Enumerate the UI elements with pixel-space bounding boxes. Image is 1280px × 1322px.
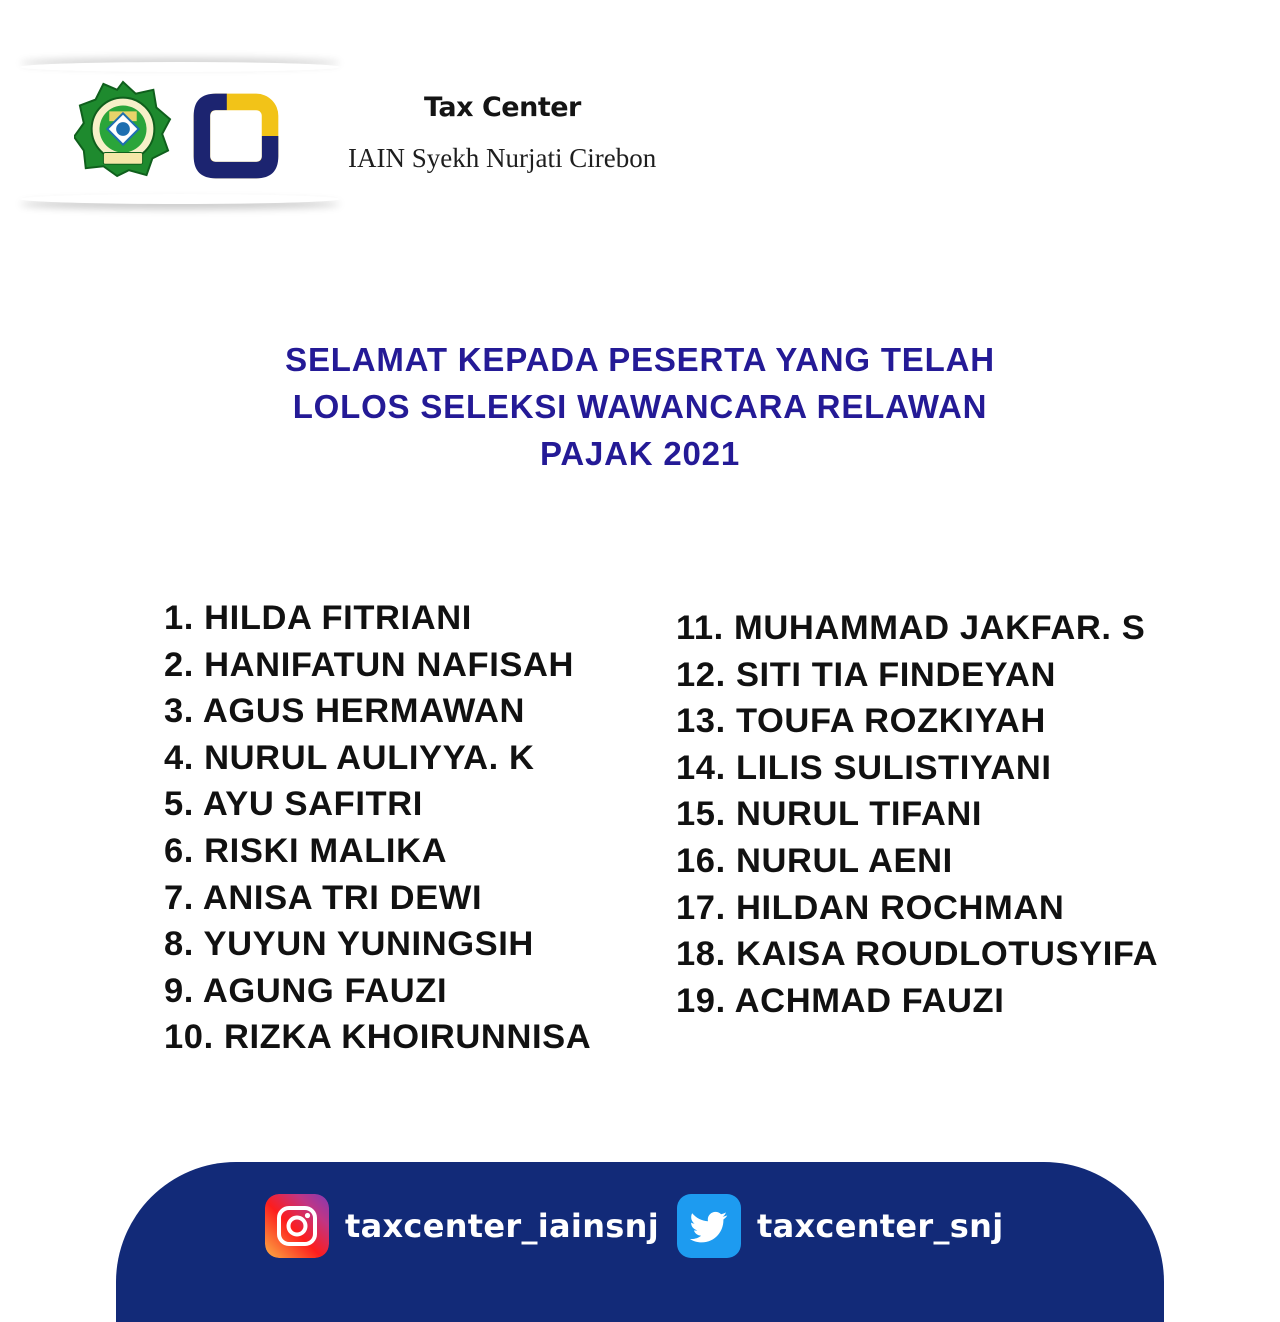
header-shadow-bottom bbox=[20, 194, 340, 204]
header-shadow-bar bbox=[20, 62, 340, 204]
participant-item: 2. HANIFATUN NAFISAH bbox=[164, 645, 575, 684]
headline-line: SELAMAT KEPADA PESERTA YANG TELAH bbox=[285, 341, 995, 378]
tax-center-logo bbox=[190, 90, 282, 182]
participant-list-right bbox=[676, 605, 1158, 1024]
participant-item: 17. HILDAN ROCHMAN bbox=[676, 888, 1065, 927]
twitter-icon bbox=[677, 1194, 741, 1258]
participant-item: 19. ACHMAD FAUZI bbox=[676, 981, 1005, 1020]
participant-item: 11. MUHAMMAD JAKFAR. S bbox=[676, 609, 1146, 647]
header-shadow-top bbox=[20, 62, 340, 72]
participant-item: 13. TOUFA ROZKIYAH bbox=[676, 702, 1046, 741]
participant-item: 7. ANISA TRI DEWI bbox=[164, 878, 483, 917]
participant-item: 1. HILDA FITRIANI bbox=[164, 599, 472, 637]
participant-item: 10. RIZKA KHOIRUNNISA bbox=[164, 1018, 592, 1057]
participant-item: 12. SITI TIA FINDEYAN bbox=[676, 655, 1057, 694]
announcement-headline bbox=[140, 336, 1140, 477]
headline-line: PAJAK 2021 bbox=[540, 435, 740, 472]
participant-list-left bbox=[164, 595, 591, 1061]
participant-item: 16. NURUL AENI bbox=[676, 841, 953, 880]
headline-line: LOLOS SELEKSI WAWANCARA RELAWAN bbox=[292, 388, 988, 425]
participant-item: 9. AGUNG FAUZI bbox=[164, 971, 448, 1010]
instagram-icon bbox=[265, 1194, 329, 1258]
instagram-handle: taxcenter_iainsnj bbox=[345, 1207, 659, 1245]
brand-subtitle: IAIN Syekh Nurjati Cirebon bbox=[348, 143, 657, 173]
participant-item: 5. AYU SAFITRI bbox=[164, 785, 423, 824]
participant-item: 15. NURUL TIFANI bbox=[676, 795, 983, 834]
twitter-link[interactable] bbox=[677, 1194, 1003, 1258]
instagram-link[interactable] bbox=[265, 1194, 659, 1258]
participant-item: 4. NURUL AULIYYA. K bbox=[164, 738, 535, 777]
iain-emblem-logo bbox=[74, 80, 172, 178]
participant-item: 3. AGUS HERMAWAN bbox=[164, 692, 526, 731]
participant-item: 14. LILIS SULISTIYANI bbox=[676, 748, 1052, 787]
participant-item: 8. YUYUN YUNINGSIH bbox=[164, 925, 534, 964]
participant-item: 18. KAISA ROUDLOTUSYIFA bbox=[676, 935, 1159, 974]
twitter-handle: taxcenter_snj bbox=[757, 1207, 1004, 1245]
participant-item: 6. RISKI MALIKA bbox=[164, 831, 448, 870]
brand-title: Tax Center bbox=[424, 92, 581, 123]
